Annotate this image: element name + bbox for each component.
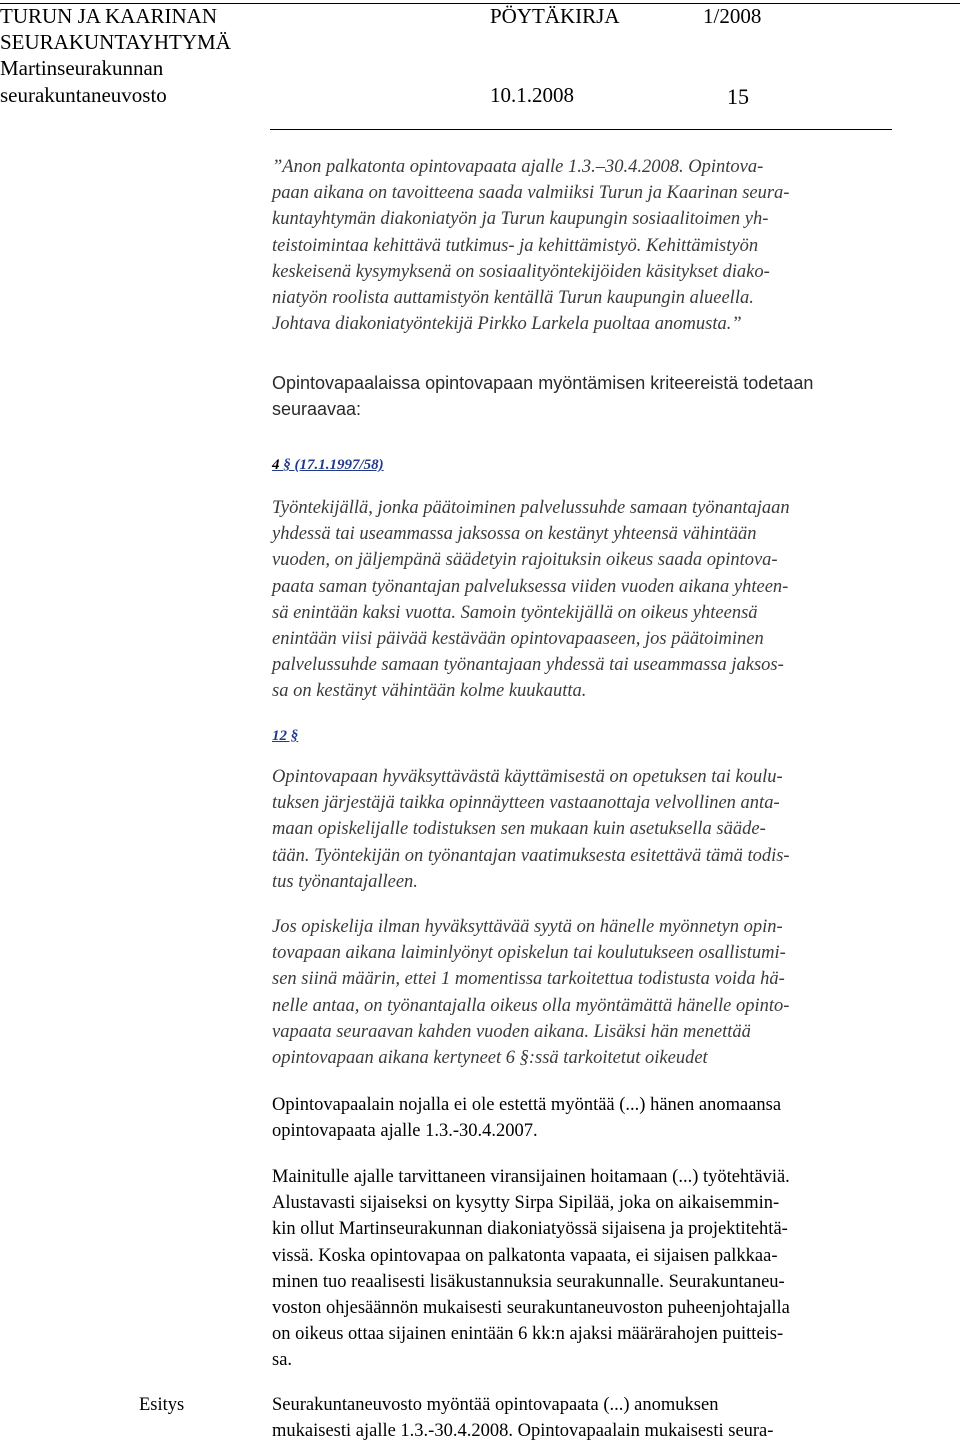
section-4-link[interactable]: § (17.1.1997/58) (283, 457, 384, 473)
substitute-paragraph: Mainitulle ajalle tarvittaneen viransijainen hoitamaan (...) työtehtäviä. Alustavasti sijaiseksi on kysytty Sirpa Sipilää, joka on aikaisemmin- kin ollut Martinseurakunnan diakoniatyössä sijaisena ja projektitehtä- vissä. Koska opintovapaa on palkatonta vapaata, ei sijaisen palkkaa- minen tuo reaalisesti lisäkustannuksia seurakunnalle. Seurakuntaneu- voston ohjesäännön mukaisesti seurakuntaneuvoston puheenjohtajalla on oikeus ottaa sijainen enintään 6 kk:n ajaksi määrärahojen puitteis- sa. (272, 1167, 790, 1371)
section-12-text-1: Opintovapaan hyväksyttävästä käyttämisestä on opetuksen tai koulu- tuksen järjestäjä taikka opinnäytteen vastaanottaja velvollinen anta- maan opiskelijalle todistuksen sen mukaan kuin asetuksella sääde- tään. Työntekijän on työnantajan vaatimuksesta esitettävä tämä todis- tus työnantajalleen. (272, 767, 790, 892)
proposal-text: Seurakuntaneuvosto myöntää opintovapaata (...) anomuksen mukaisesti ajalle 1.3.-30.4.2008. Opintovapaalain mukaisesti seura- (272, 1395, 774, 1442)
criteria-intro: Opintovapaalaissa opintovapaan myöntämisen kriteereistä todetaan seuraavaa: (272, 373, 814, 419)
header-org-line3: Martinseurakunnan (0, 56, 164, 80)
section-4-text: Työntekijällä, jonka päätoiminen palvelussuhde samaan työnantajaan yhdessä tai useammassa jaksossa on kestänyt yhteensä vähintään vuoden, on jäljempänä säädetyin rajoituksin oikeus saada opintova- paata saman työnantajan palveluksessa viiden vuoden aikana yhteen- sä enintään kaksi vuotta. Samoin työntekijällä on oikeus yhteensä enintään viisi päivää kestävään opintovapaaseen, jos päätoiminen palvelussuhde samaan työnantajaan yhdessä tai useammassa jaksos- sa on kestänyt vähintään kolme kuukautta. (272, 498, 790, 702)
header-bottom-rule (270, 129, 892, 130)
proposal-label: Esitys (139, 1395, 185, 1415)
header-page-number: 15 (727, 84, 749, 109)
header-org-line1: TURUN JA KAARINAN (0, 4, 218, 28)
section-12-link[interactable]: 12 § (272, 728, 299, 744)
header-org-line2: SEURAKUNTAYHTYMÄ (0, 30, 231, 54)
header-meeting-date: 10.1.2008 (490, 83, 574, 107)
section-12-reference (272, 728, 298, 745)
quote-paragraph: ”Anon palkatonta opintovapaata ajalle 1.3.–30.4.2008. Opintova- paan aikana on tavoitteena saada valmiiksi Turun ja Kaarinan seura- kuntayhtymän diakoniatyön ja Turun kaupungin sosiaalitoimen yh- teistoimintaa kehittävä tutkimus- ja kehittämistyö. Kehittämistyön keskeisenä kysymyksenä on sosiaalityöntekijöiden käsitykset diako- niatyön roolista auttamistyön kentällä Turun kaupungin alueella. Johtava diakoniatyöntekijä Pirkko Larkela puoltaa anomusta.” (272, 157, 790, 335)
section-4-number: 4 (272, 457, 280, 473)
section-12-text-2: Jos opiskelija ilman hyväksyttävää syytä on hänelle myönnetyn opin- tovapaan aikana laiminlyönyt opiskelun tai koulutukseen osallistumi- sen siinä määrin, ettei 1 momentissa tarkoitettua todistusta voida hä- nelle antaa, on työnantajalla oikeus olla myöntämättä hänelle opinto- vapaata seuraavan kahden vuoden aikana. Lisäksi hän menettää opintovapaan aikana kertyneet 6 §:ssä tarkoitetut oikeudet (272, 917, 790, 1069)
no-obstacle-paragraph: Opintovapaalain nojalla ei ole estettä myöntää (...) hänen anomaansa opintovapaata ajalle 1.3.-30.4.2007. (272, 1095, 782, 1142)
section-4-reference (272, 457, 384, 474)
header-org-line4: seurakuntaneuvosto (0, 83, 167, 107)
header-doc-type: PÖYTÄKIRJA (490, 4, 620, 28)
header-doc-number: 1/2008 (703, 4, 762, 28)
